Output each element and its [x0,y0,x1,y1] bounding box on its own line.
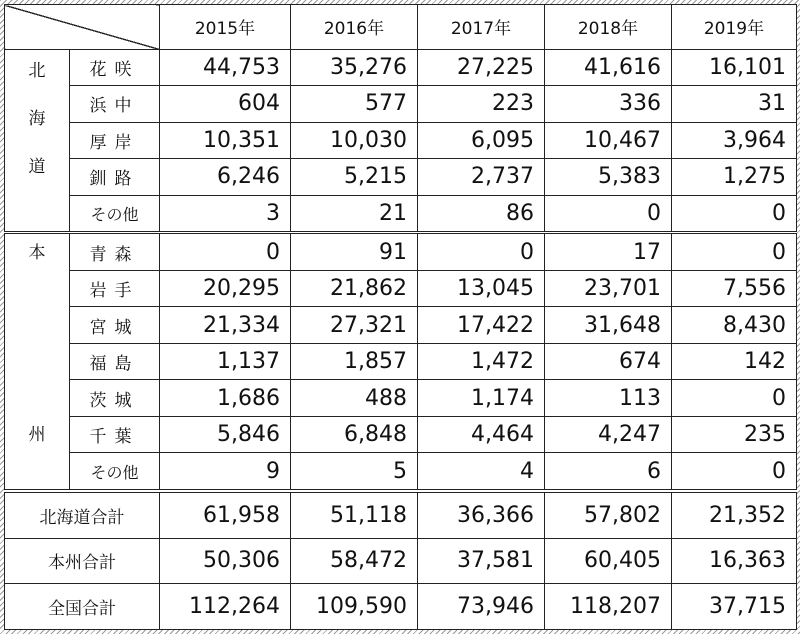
year-header: 2018年 [545,5,672,50]
year-header: 2017年 [418,5,545,50]
table-row [5,453,797,491]
region-char: 道 [28,156,46,177]
value-cell: 21,862 [291,270,418,307]
value-cell: 6,095 [418,122,545,159]
total-row [5,538,797,584]
total-value: 37,715 [672,584,797,630]
table-row [5,416,797,453]
value-cell: 336 [545,86,672,123]
value-cell: 1,137 [160,343,291,380]
total-value: 16,363 [672,538,797,584]
value-cell: 31 [672,86,797,123]
pref-label: 千葉 [70,416,160,453]
region-char: 州 [28,425,46,446]
pref-label: その他 [70,453,160,491]
value-cell: 3,964 [672,122,797,159]
total-value: 61,958 [160,491,291,538]
value-cell: 577 [291,86,418,123]
table-row [5,49,797,86]
value-cell: 6 [545,453,672,491]
value-cell: 1,472 [418,343,545,380]
pref-label: その他 [70,195,160,233]
value-cell: 5,846 [160,416,291,453]
value-cell: 13,045 [418,270,545,307]
year-header: 2016年 [291,5,418,50]
value-cell: 674 [545,343,672,380]
value-cell: 17 [545,233,672,271]
value-cell: 1,686 [160,380,291,417]
corner-cell [5,5,160,50]
total-value: 50,306 [160,538,291,584]
value-cell: 10,030 [291,122,418,159]
table-row [5,159,797,196]
value-cell: 0 [672,380,797,417]
value-cell: 0 [160,233,291,271]
pref-label: 岩手 [70,270,160,307]
value-cell: 20,295 [160,270,291,307]
value-cell: 235 [672,416,797,453]
value-cell: 16,101 [672,49,797,86]
value-cell: 5,215 [291,159,418,196]
pref-label: 茨城 [70,380,160,417]
value-cell: 5,383 [545,159,672,196]
region-char: 海 [28,108,46,129]
total-value: 37,581 [418,538,545,584]
value-cell: 17,422 [418,307,545,344]
total-value: 73,946 [418,584,545,630]
total-row [5,491,797,538]
table-row [5,195,797,233]
value-cell: 5 [291,453,418,491]
total-value: 21,352 [672,491,797,538]
year-header: 2015年 [160,5,291,50]
region-hokkaido [5,49,70,233]
total-value: 109,590 [291,584,418,630]
total-value: 57,802 [545,491,672,538]
total-label: 全国合計 [5,584,160,630]
value-cell: 27,321 [291,307,418,344]
value-cell: 6,246 [160,159,291,196]
pref-label: 浜中 [70,86,160,123]
value-cell: 35,276 [291,49,418,86]
value-cell: 10,467 [545,122,672,159]
value-cell: 223 [418,86,545,123]
value-cell: 4,464 [418,416,545,453]
value-cell: 23,701 [545,270,672,307]
value-cell: 0 [545,195,672,233]
value-cell: 21,334 [160,307,291,344]
value-cell: 3 [160,195,291,233]
region-honshu [5,233,70,491]
value-cell: 0 [672,233,797,271]
total-value: 60,405 [545,538,672,584]
table-row [5,380,797,417]
table-row [5,343,797,380]
value-cell: 0 [672,453,797,491]
value-cell: 9 [160,453,291,491]
pref-label: 釧路 [70,159,160,196]
value-cell: 0 [418,233,545,271]
value-cell: 86 [418,195,545,233]
total-value: 36,366 [418,491,545,538]
value-cell: 41,616 [545,49,672,86]
value-cell: 0 [672,195,797,233]
total-row [5,584,797,630]
total-value: 58,472 [291,538,418,584]
table-row [5,270,797,307]
total-label: 本州合計 [5,538,160,584]
table-row [5,307,797,344]
value-cell: 6,848 [291,416,418,453]
total-label: 北海道合計 [5,491,160,538]
value-cell: 44,753 [160,49,291,86]
total-value: 118,207 [545,584,672,630]
value-cell: 604 [160,86,291,123]
value-cell: 113 [545,380,672,417]
value-cell: 488 [291,380,418,417]
value-cell: 7,556 [672,270,797,307]
header-row [5,5,797,50]
value-cell: 21 [291,195,418,233]
region-char: 本 [28,243,46,264]
pref-label: 福島 [70,343,160,380]
value-cell: 1,174 [418,380,545,417]
value-cell: 8,430 [672,307,797,344]
value-cell: 1,275 [672,159,797,196]
value-cell: 31,648 [545,307,672,344]
value-cell: 1,857 [291,343,418,380]
table-row [5,122,797,159]
pref-label: 宮城 [70,307,160,344]
value-cell: 10,351 [160,122,291,159]
pref-label: 厚岸 [70,122,160,159]
total-value: 51,118 [291,491,418,538]
value-cell: 91 [291,233,418,271]
pref-label: 花咲 [70,49,160,86]
region-char: 北 [28,60,46,81]
total-value: 112,264 [160,584,291,630]
table-row [5,233,797,271]
table-row [5,86,797,123]
value-cell: 4,247 [545,416,672,453]
value-cell: 2,737 [418,159,545,196]
value-cell: 142 [672,343,797,380]
table-frame [4,4,796,630]
value-cell: 27,225 [418,49,545,86]
year-header: 2019年 [672,5,797,50]
pref-label: 青森 [70,233,160,271]
value-cell: 4 [418,453,545,491]
landing-table [4,4,797,630]
